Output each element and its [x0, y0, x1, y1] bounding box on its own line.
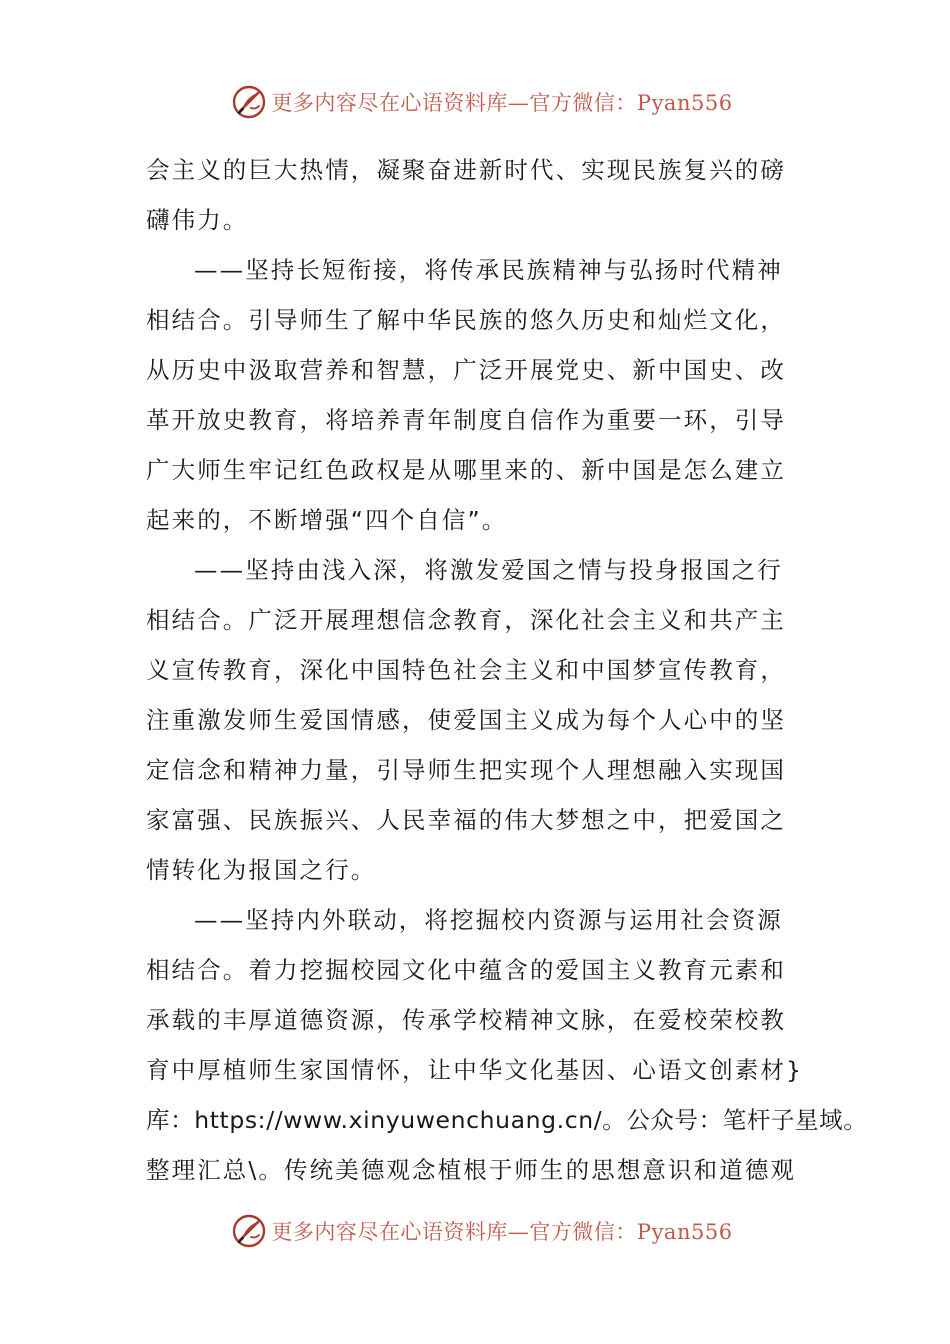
body-line-19: 育中厚植师生家国情怀，让中华文化基因、心语文创素材}	[146, 1056, 804, 1084]
body-line-8: 起来的，不断增强“四个自信”。	[146, 506, 508, 534]
header-banner-inner	[231, 84, 732, 120]
body-line-11: 义宣传教育，深化中国特色社会主义和中国梦宣传教育，	[146, 656, 786, 684]
body-line-18: 承载的丰厚道德资源，传承学校精神文脉，在爱校荣校教	[146, 1006, 786, 1034]
body-line-17: 相结合。着力挖掘校园文化中蕴含的爱国主义教育元素和	[146, 956, 786, 984]
body-line-1: 会主义的巨大热情，凝聚奋进新时代、实现民族复兴的磅	[146, 156, 786, 184]
footer-banner-text: 更多内容尽在心语资料库—官方微信：Pyan556	[271, 1220, 733, 1244]
body-line-10: 相结合。广泛开展理想信念教育，深化社会主义和共产主	[146, 606, 786, 634]
footer-banner	[0, 1211, 950, 1251]
body-line-12: 注重激发师生爱国情感，使爱国主义成为每个人心中的坚	[146, 706, 786, 734]
body-line-4: 相结合。引导师生了解中华民族的悠久历史和灿烂文化，	[146, 306, 786, 334]
body-line-14: 家富强、民族振兴、人民幸福的伟大梦想之中，把爱国之	[146, 806, 786, 834]
quill-pen-logo-icon	[231, 84, 267, 120]
header-banner	[0, 82, 950, 122]
body-line-21: 整理汇总\。传统美德观念植根于师生的思想意识和道德观	[146, 1156, 797, 1184]
body-line-16: ——坚持内外联动，将挖掘校内资源与运用社会资源	[194, 906, 783, 934]
body-line-20: 库：https://www.xinyuwenchuang.cn/。公众号：笔杆子星域。	[146, 1106, 868, 1134]
body-line-6: 革开放史教育，将培养青年制度自信作为重要一环，引导	[146, 406, 786, 434]
body-line-15: 情转化为报国之行。	[146, 856, 377, 884]
body-line-7: 广大师生牢记红色政权是从哪里来的、新中国是怎么建立	[146, 456, 786, 484]
body-line-5: 从历史中汲取营养和智慧，广泛开展党史、新中国史、改	[146, 356, 786, 384]
quill-pen-logo-icon	[231, 1213, 267, 1249]
document-body	[146, 145, 868, 1195]
footer-banner-inner	[231, 1213, 732, 1249]
body-line-13: 定信念和精神力量，引导师生把实现个人理想融入实现国	[146, 756, 786, 784]
body-line-9: ——坚持由浅入深，将激发爱国之情与投身报国之行	[194, 556, 783, 584]
body-line-3: ——坚持长短衔接，将传承民族精神与弘扬时代精神	[194, 256, 783, 284]
header-banner-text: 更多内容尽在心语资料库—官方微信：Pyan556	[271, 91, 733, 115]
body-line-2: 礴伟力。	[146, 206, 249, 234]
